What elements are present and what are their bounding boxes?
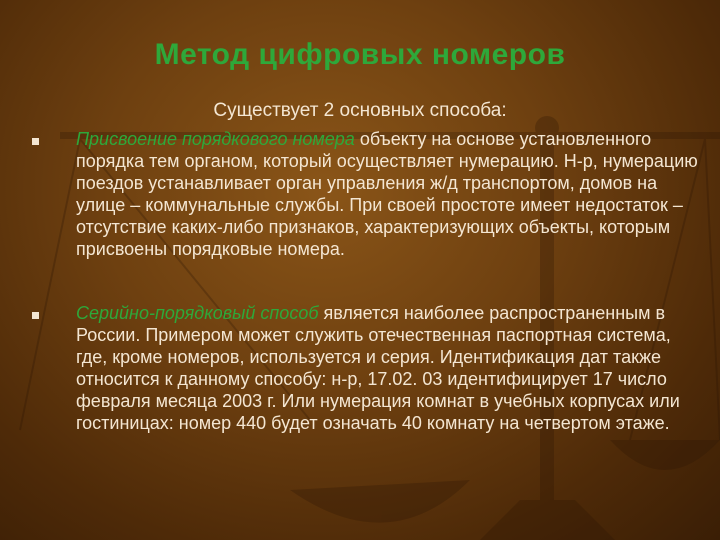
item-term: Присвоение порядкового номера (76, 129, 355, 149)
item-body: объекту на основе установленного порядка тем органом, который осуществляет нумерацию. Н-р, нумерацию поездов устанавливает орган управления ж/д транспортом, домов на улице – коммунальные службы. При своей простоте имеет недостаток – отсутствие каких-либо признаков, характеризующих объекты, которым присвоены порядковые номера. (76, 129, 698, 259)
item-paragraph (76, 128, 706, 260)
item-paragraph (76, 302, 706, 434)
slide-title: Метод цифровых номеров (154, 38, 566, 71)
item-body: является наиболее распространенным в России. Примером может служить отечественная паспортная система, где, кроме номеров, используется и серия. Идентификация дат также относится к данному способу: н-р, 17.02. 03 идентифицирует 17 число февраля месяца 2003 г. Или нумерация комнат в учебных корпусах или гостиницах: номер 440 будет означать 40 комнату на четвертом этаже. (76, 303, 680, 433)
bullet-icon (32, 312, 39, 319)
item-term: Серийно-порядковый способ (76, 303, 319, 323)
bullet-icon (32, 138, 39, 145)
intro-text: Существует 2 основных способа: (213, 100, 507, 121)
